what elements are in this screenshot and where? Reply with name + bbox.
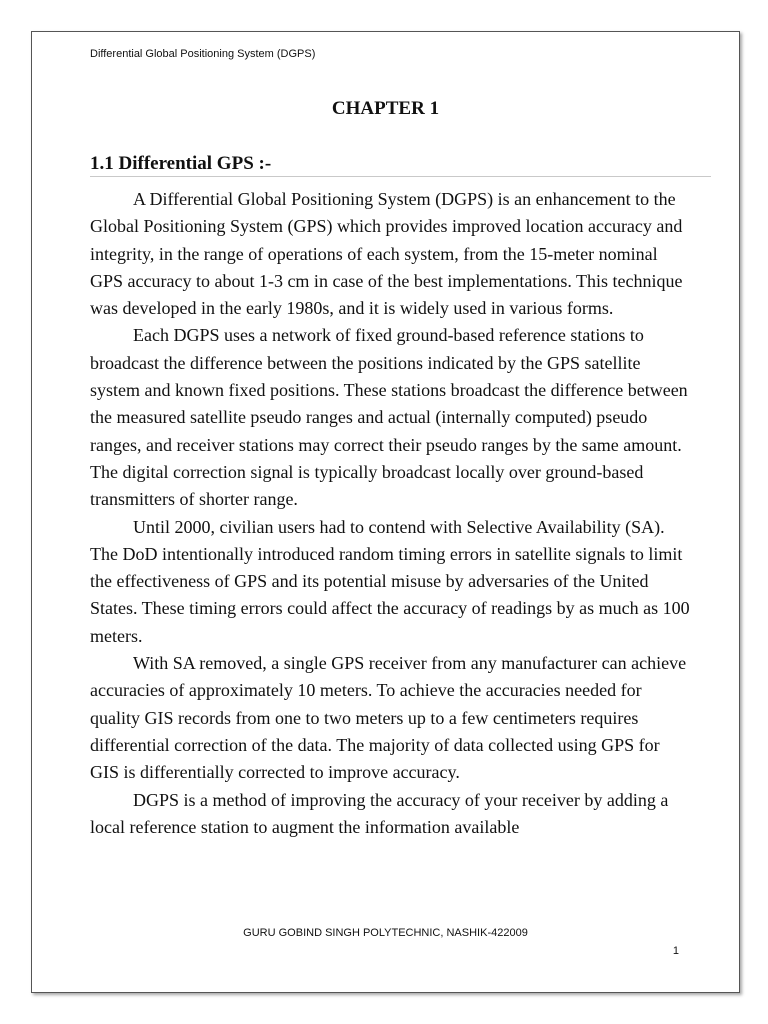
- body-text: [90, 186, 692, 841]
- chapter-title: CHAPTER 1: [331, 98, 440, 119]
- paragraph: Each DGPS uses a network of fixed ground-based reference stations to broadcast the difference between the positions indicated by the GPS satellite system and known fixed positions. These stations broadcast the difference between the measured satellite pseudo ranges and actual (internally computed) pseudo ranges, and receiver stations may correct their pseudo ranges by the same amount. The digital correction signal is typically broadcast locally over ground-based transmitters of shorter range.: [90, 325, 688, 510]
- running-header: Differential Global Positioning System (DGPS): [90, 48, 316, 60]
- paragraph: A Differential Global Positioning System (DGPS) is an enhancement to the Global Positioning System (GPS) which provides improved location accuracy and integrity, in the range of operations of each system, from the 15-meter nominal GPS accuracy to about 1-3 cm in case of the best implementations. This technique was developed in the early 1980s, and it is widely used in various forms.: [90, 189, 683, 319]
- paragraph: With SA removed, a single GPS receiver from any manufacturer can achieve accuracies of approximately 10 meters. To achieve the accuracies needed for quality GIS records from one to two meters up to a few centimeters requires differential correction of the data. The majority of data collected using GPS for GIS is differentially corrected to improve accuracy.: [90, 653, 687, 783]
- paragraph: Until 2000, civilian users had to contend with Selective Availability (SA). The DoD intentionally introduced random timing errors in satellite signals to limit the effectiveness of GPS and its potential misuse by adversaries of the United States. These timing errors could affect the accuracy of readings by as much as 100 meters.: [90, 516, 690, 646]
- running-footer: GURU GOBIND SINGH POLYTECHNIC, NASHIK-422009: [243, 927, 528, 939]
- document-page: [31, 31, 740, 993]
- section-heading: 1.1 Differential GPS :-: [90, 153, 711, 177]
- paragraph: DGPS is a method of improving the accuracy of your receiver by adding a local reference station to augment the information available: [90, 789, 669, 837]
- page-number: 1: [672, 945, 679, 957]
